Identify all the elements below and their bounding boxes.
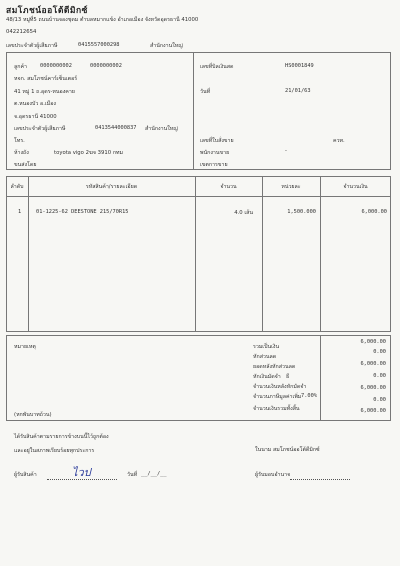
header-description: รหัสสินค้า/รายละเอียด: [85, 184, 138, 190]
company-branch: สำนักงานใหญ่: [150, 43, 183, 49]
summary-label-vat: จำนวนภาษีมูลค่าเพิ่ม: [253, 394, 302, 400]
footer-on-behalf: ในนาม สมโภชน์ออโต้ดีมิกซ์: [255, 447, 320, 453]
receive-date-label: วันที่: [127, 472, 138, 478]
summary-value-total: 6,000.00: [360, 408, 386, 414]
items-header-rule: [6, 196, 391, 197]
doc-salesperson-label: พนักงานขาย: [200, 150, 230, 156]
customer-vehicle-label: ห้างถัง: [14, 150, 29, 156]
summary-value-vat: 0.00: [373, 397, 386, 403]
customer-name: หจก. สมโภชน์คาร์เซ็นเตอร์: [14, 76, 78, 82]
doc-sales-no-label: เลขที่ใบสั่งขาย: [200, 138, 234, 144]
customer-code2: 0000000002: [90, 63, 122, 69]
customer-address3: จ.อุดรธานี 41000: [14, 114, 57, 120]
customer-address2: ต.หนองบัว อ.เมือง: [14, 101, 56, 107]
summary-value-after-discount: 6,000.00: [360, 361, 386, 367]
header-amount: จำนวนเงิน: [343, 184, 368, 190]
receiver-label: ผู้รับสินค้า: [14, 472, 37, 478]
row-amount: 6,000.00: [361, 209, 387, 215]
footer-note1: ได้รับสินค้าตามรายการข้างบนนี้ไว้ถูกต้อง: [14, 434, 109, 440]
header-no: ลำดับ: [10, 184, 24, 190]
authorized-label: ผู้รับมอบอำนาจ: [255, 472, 291, 478]
summary-label-discount: หักส่วนลด: [253, 354, 277, 360]
row-unit-price: 1,500.000: [287, 209, 316, 215]
header-unit-price: หน่วยละ: [281, 184, 301, 190]
remark-label: หมายเหตุ: [14, 344, 36, 350]
row-description: 01-1225-62 DEESTONE 215/70R15: [36, 209, 129, 215]
customer-branch: สำนักงานใหญ่: [145, 126, 178, 132]
company-address: 48/13 หมู่ที่5 ถนนบ้านจองชุดม ตำบลหมากแข้ง อำเภอเมือง จังหวัดอุดรธานี 41000: [6, 17, 199, 23]
summary-label-deposit: หักเงินมัดจำ: [253, 374, 281, 380]
customer-tax-label: เลขประจำตัวผู้เสียภาษี: [14, 126, 66, 132]
customer-divider: [193, 52, 194, 170]
summary-label-total: จำนวนเงินรวมทั้งสิ้น: [253, 406, 300, 412]
doc-no: HS0001849: [285, 63, 314, 69]
doc-credit-label: ควท.: [333, 138, 345, 144]
doc-salesperson: -: [285, 148, 287, 154]
customer-tax-id: 0413544000837: [95, 125, 137, 131]
customer-code-label: ลูกค้า: [14, 64, 27, 70]
receive-date-blank: __/__/__: [141, 471, 167, 477]
footer-note2: และอยู่ในสภาพเรียบร้อยทุกประการ: [14, 448, 95, 454]
header-quantity: จำนวน: [220, 184, 237, 190]
customer-vehicle: toyota vigo 2ฆจ 3910 กทม: [54, 150, 124, 156]
items-table: [6, 176, 391, 332]
doc-no-label: เลขที่บิลเงินสด: [200, 64, 234, 70]
customer-phone-label: โทร.: [14, 138, 25, 144]
doc-tax-no-label: เขตการขาย: [200, 162, 228, 168]
summary-label-after-deposit: จำนวนเงินหลังหักมัดจำ: [253, 384, 307, 390]
customer-address1: 41 หมู่ 1 ถ.อุดร-หนองคาย: [14, 89, 75, 95]
summary-label-subtotal: รวมเป็นเงิน: [253, 344, 280, 350]
authorized-signature-line: [290, 479, 350, 480]
company-tax-id: 0415557000298: [78, 42, 120, 48]
summary-value-discount: 0.00: [373, 349, 386, 355]
company-name: สมโภชน์ออโต้ดีมิกซ์: [6, 6, 88, 16]
summary-value-subtotal: 6,000.00: [360, 339, 386, 345]
company-phone: 042212654: [6, 29, 37, 35]
doc-date: 21/01/63: [285, 88, 311, 94]
summary-value-deposit: 0.00: [373, 373, 386, 379]
summary-label-after-discount: ยอดหลังหักส่วนลด: [253, 364, 296, 370]
row-quantity: 4.0 เส้น: [234, 210, 253, 216]
receiver-signature: ไวป: [72, 466, 91, 479]
summary-vat-rate: 7.00%: [301, 393, 317, 399]
customer-code1: 0000000002: [40, 63, 72, 69]
company-tax-label: เลขประจำตัวผู้เสียภาษี: [6, 43, 58, 49]
doc-date-label: วันที่: [200, 89, 211, 95]
customer-ship-label: ขนส่งโดย: [14, 162, 37, 168]
row-no: 1: [18, 209, 22, 215]
amount-in-words: (หกพันบาทถ้วน): [14, 412, 52, 418]
summary-value-after-deposit: 6,000.00: [360, 385, 386, 391]
summary-deposit-mark: ธี: [286, 374, 290, 380]
